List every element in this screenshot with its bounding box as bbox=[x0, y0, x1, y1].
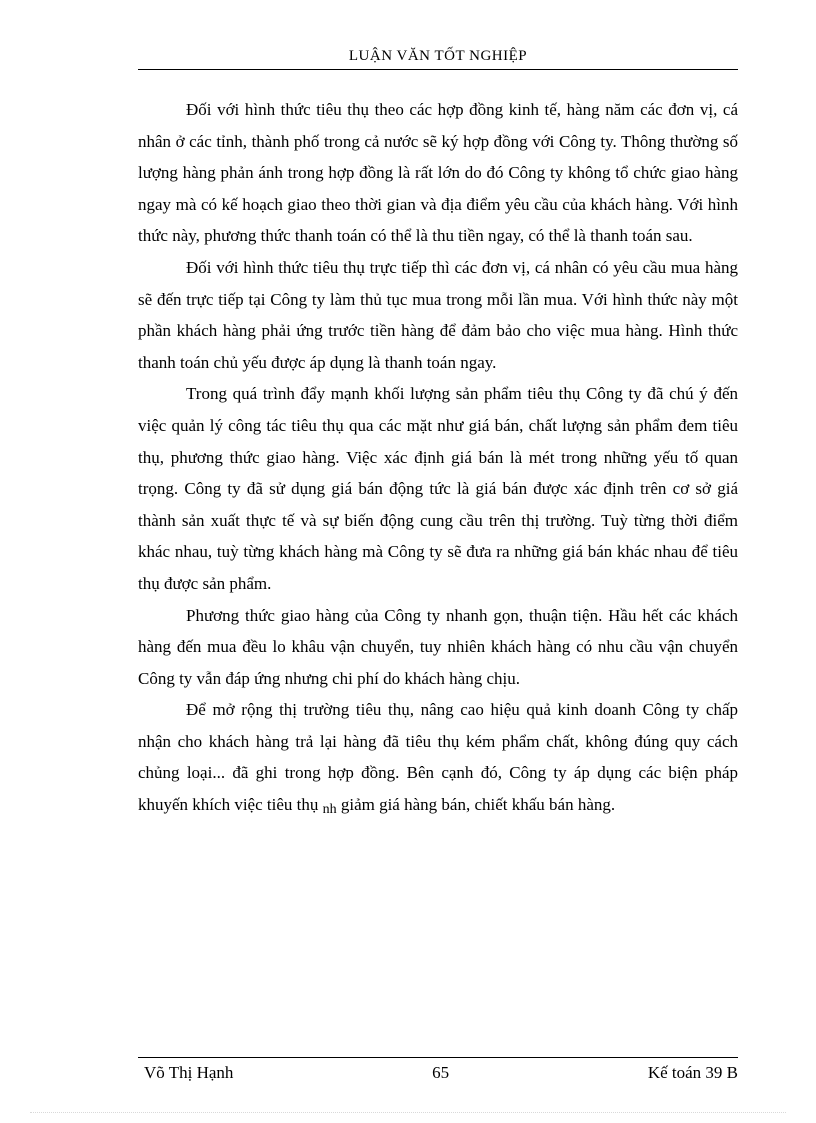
paragraph-direct-sales: Đối với hình thức tiêu thụ trực tiếp thì các đơn vị, cá nhân có yêu cầu mua hàng sẽ đến trực tiếp tại Công ty làm thủ tục mua trong mỗi lần mua. Với hình thức này một phần khách hàng phải ứng trước tiền hàng để đảm bảo cho việc mua hàng. Hình thức thanh toán chủ yếu được áp dụng là thanh toán ngay. bbox=[138, 257, 738, 372]
page-footer bbox=[138, 1063, 738, 1083]
paragraph-contract-sales: Đối với hình thức tiêu thụ theo các hợp đồng kinh tế, hàng năm các đơn vị, cá nhân ở các tỉnh, thành phố trong cả nước sẽ ký hợp đồng với Công ty. Thông thường số lượng hàng phản ánh trong hợp đồng là rất lớn do đó Công ty không tổ chức giao hàng ngay mà có kế hoạch giao theo thời gian và địa điểm yêu cầu của khách hàng. Với hình thức này, phương thức thanh toán có thể là thu tiền ngay, có thể là thanh toán sau. bbox=[138, 100, 738, 246]
footer-divider bbox=[138, 1057, 738, 1058]
footer-author: Võ Thị Hạnh bbox=[144, 1063, 234, 1082]
footer-class-name: Kế toán 39 B bbox=[647, 1063, 738, 1082]
market-expansion-text-start: Để mở rộng thị trường tiêu thụ, nâng cao hiệu quả kinh doanh Công ty chấp nhận cho khách hàng trả lại hàng đã tiêu thụ kém phẩm chất, không đúng quy cách chủng loại... đã ghi trong hợp đồng. Bên cạnh đó, Công ty áp dụng các biện pháp khuyến khích việc tiêu thụ bbox=[138, 700, 738, 815]
paragraph-market-expansion bbox=[138, 694, 738, 822]
document-body bbox=[138, 94, 738, 823]
running-header-title: LUẬN VĂN TỐT NGHIỆP bbox=[348, 48, 528, 64]
header-divider bbox=[138, 69, 738, 70]
paragraph-sales-management: Trong quá trình đẩy mạnh khối lượng sản phẩm tiêu thụ Công ty đã chú ý đến việc quản lý công tác tiêu thụ qua các mặt như giá bán, chất lượng sản phẩm đem tiêu thụ, phương thức giao hàng. Việc xác định giá bán là mét trong những yếu tố quan trọng. Công ty đã sử dụng giá bán động tức là giá bán được xác định trên cơ sở giá thành sản xuất thực tế và sự biến động cung cầu trên thị trường. Tuỳ từng thời điểm khác nhau, tuỳ từng khách hàng mà Công ty sẽ đưa ra những giá bán khác nhau để tiêu thụ được sản phẩm. bbox=[138, 384, 738, 593]
paragraph-delivery-method: Phương thức giao hàng của Công ty nhanh gọn, thuận tiện. Hầu hết các khách hàng đến mua đều lo khâu vận chuyển, tuy nhiên khách hàng có nhu cầu vận chuyển Công ty vẫn đáp ứng nhưng chi phí do khách hàng chịu. bbox=[138, 605, 738, 688]
market-expansion-text-end: giảm giá hàng bán, chiết khấu bán hàng. bbox=[340, 795, 616, 815]
market-expansion-inline-fragment: nh bbox=[322, 802, 337, 818]
footer-page-number: 65 bbox=[432, 1063, 450, 1082]
page-edge-dotted-line bbox=[30, 1112, 786, 1113]
